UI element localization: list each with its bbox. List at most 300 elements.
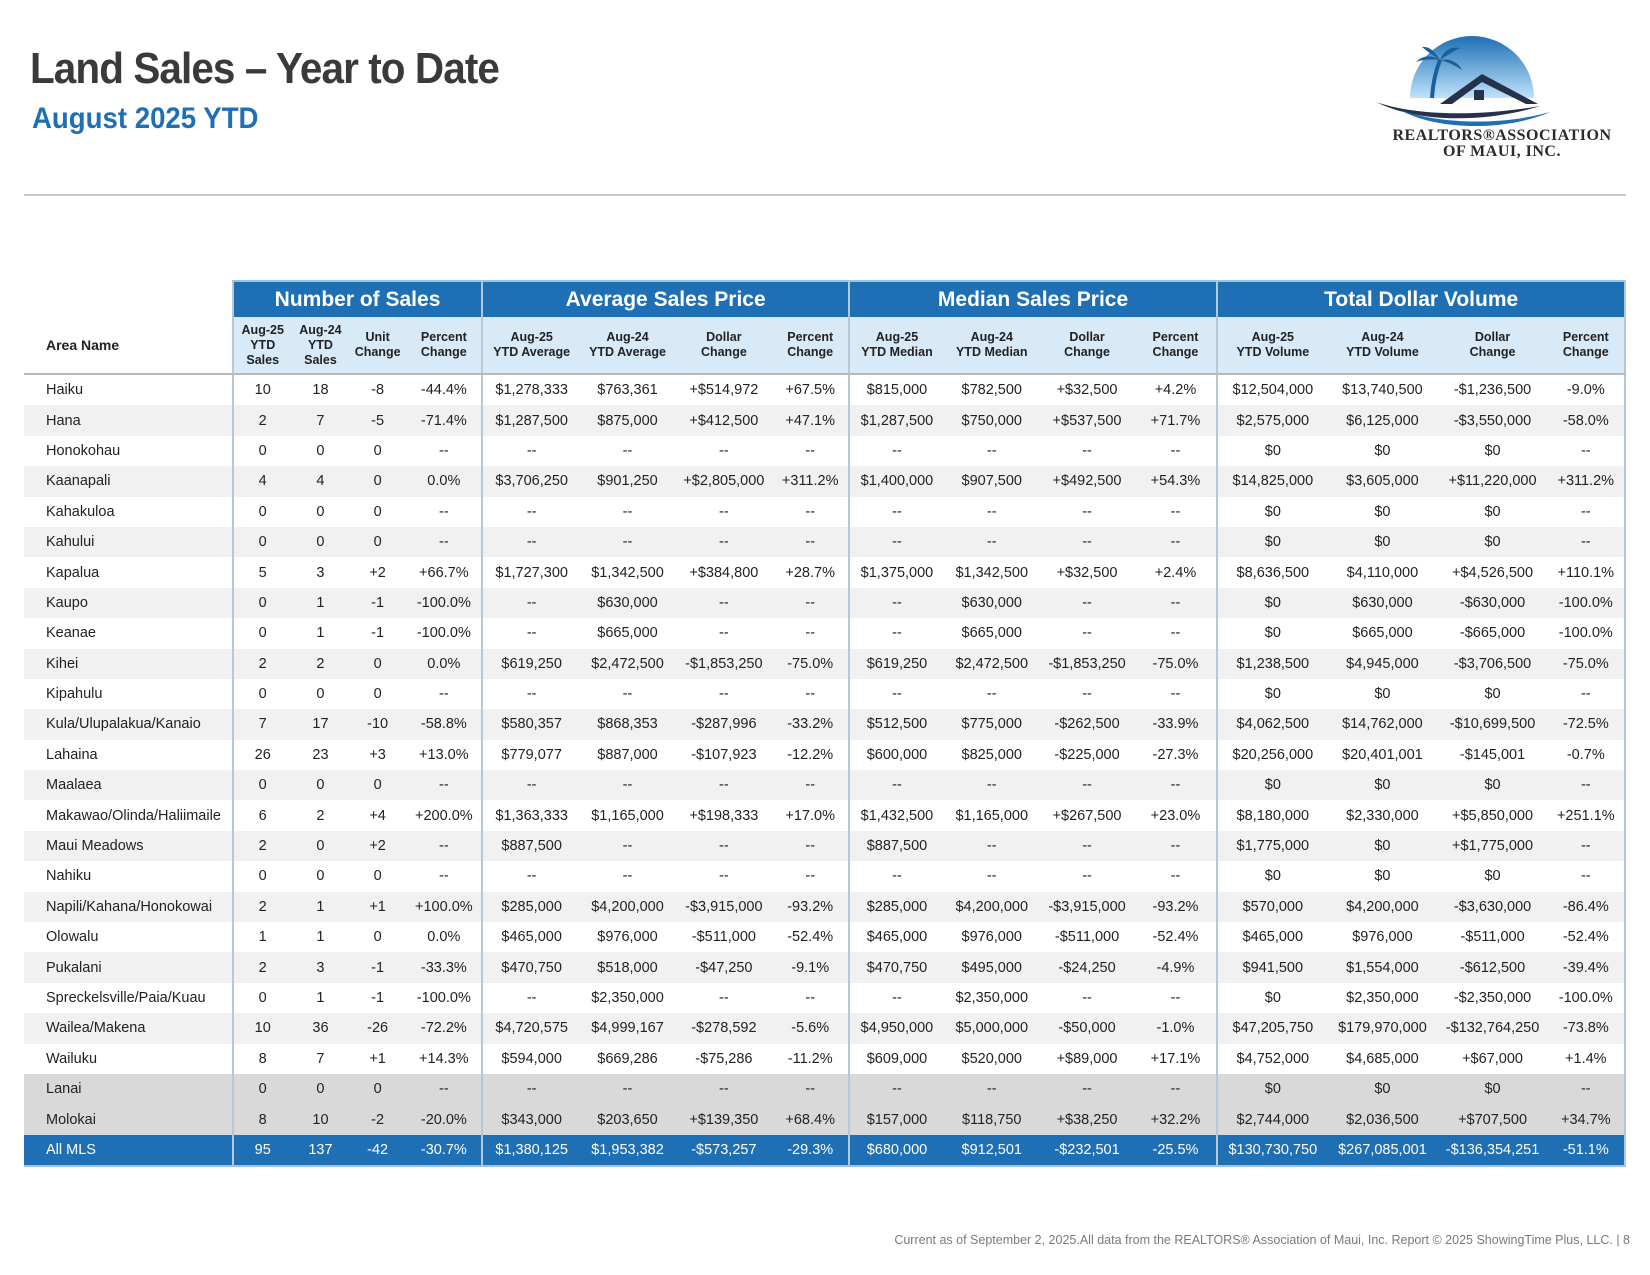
table-cell: -- xyxy=(773,770,849,800)
table-cell: $1,238,500 xyxy=(1217,649,1327,679)
logo-line-2: OF MAUI, INC. xyxy=(1443,143,1561,160)
table-cell: -- xyxy=(1135,861,1218,891)
table-cell: $1,165,000 xyxy=(580,800,675,830)
table-cell: $0 xyxy=(1217,770,1327,800)
table-cell: $887,000 xyxy=(580,740,675,770)
table-cell: $13,740,500 xyxy=(1327,374,1437,405)
table-cell: +34.7% xyxy=(1548,1104,1625,1134)
table-cell: $0 xyxy=(1437,770,1547,800)
column-header-line: Unit xyxy=(365,330,390,344)
table-cell: -- xyxy=(675,527,772,557)
table-cell: -- xyxy=(580,679,675,709)
table-cell: -$287,996 xyxy=(675,709,772,739)
table-cell: +$412,500 xyxy=(675,405,772,435)
table-cell: $14,762,000 xyxy=(1327,709,1437,739)
column-header-line: Sales xyxy=(246,352,280,367)
table-cell: -- xyxy=(406,497,482,527)
table-cell: $47,205,750 xyxy=(1217,1013,1327,1043)
table-cell: 0 xyxy=(349,770,406,800)
table-cell: $0 xyxy=(1437,527,1547,557)
table-row xyxy=(24,405,1625,435)
table-cell: -- xyxy=(849,679,944,709)
table-cell: 0 xyxy=(349,1074,406,1104)
table-cell: $20,256,000 xyxy=(1217,740,1327,770)
table-cell: -- xyxy=(675,436,772,466)
table-cell: -- xyxy=(944,861,1039,891)
table-row xyxy=(24,374,1625,405)
column-header-line: YTD Average xyxy=(589,345,666,359)
table-cell: -93.2% xyxy=(773,892,849,922)
table-cell: 2 xyxy=(233,649,292,679)
table-cell: -33.3% xyxy=(406,952,482,982)
table-cell: -$573,257 xyxy=(675,1135,772,1166)
table-cell: $518,000 xyxy=(580,952,675,982)
table-cell: -29.3% xyxy=(773,1135,849,1166)
table-cell: -- xyxy=(580,831,675,861)
table-cell: -- xyxy=(1548,1074,1625,1104)
table-cell: -- xyxy=(406,436,482,466)
area-name-cell: Wailuku xyxy=(24,1044,233,1074)
table-cell: $630,000 xyxy=(1327,588,1437,618)
table-cell: -33.9% xyxy=(1135,709,1218,739)
table-cell: $1,342,500 xyxy=(944,557,1039,587)
table-cell: $0 xyxy=(1217,588,1327,618)
table-cell: -- xyxy=(1548,527,1625,557)
table-cell: -52.4% xyxy=(1548,922,1625,952)
table-cell: -75.0% xyxy=(773,649,849,679)
table-cell: $2,472,500 xyxy=(580,649,675,679)
table-cell: $0 xyxy=(1437,497,1547,527)
table-cell: -86.4% xyxy=(1548,892,1625,922)
table-cell: -71.4% xyxy=(406,405,482,435)
table-cell: $0 xyxy=(1217,618,1327,648)
area-name-cell: Honokohau xyxy=(24,436,233,466)
area-name-cell: Spreckelsville/Paia/Kuau xyxy=(24,983,233,1013)
area-name-cell: Lahaina xyxy=(24,740,233,770)
table-cell: -1 xyxy=(349,618,406,648)
table-cell: $0 xyxy=(1437,1074,1547,1104)
page-title: Land Sales – Year to Date xyxy=(30,44,499,93)
table-cell: $4,720,575 xyxy=(482,1013,579,1043)
column-header xyxy=(1217,317,1327,374)
table-cell: -- xyxy=(1039,983,1134,1013)
table-row xyxy=(24,861,1625,891)
table-cell: $465,000 xyxy=(849,922,944,952)
table-cell: -8 xyxy=(349,374,406,405)
table-cell: $2,472,500 xyxy=(944,649,1039,679)
table-cell: -- xyxy=(675,618,772,648)
table-cell: $630,000 xyxy=(580,588,675,618)
table-cell: -- xyxy=(1135,436,1218,466)
table-cell: $782,500 xyxy=(944,374,1039,405)
area-name-cell: Haiku xyxy=(24,374,233,405)
table-cell: $8,180,000 xyxy=(1217,800,1327,830)
table-cell: $1,342,500 xyxy=(580,557,675,587)
table-cell: 0 xyxy=(292,679,349,709)
table-cell: -- xyxy=(580,527,675,557)
table-cell: -- xyxy=(1039,618,1134,648)
table-row xyxy=(24,740,1625,770)
table-cell: $0 xyxy=(1217,861,1327,891)
table-cell: $8,636,500 xyxy=(1217,557,1327,587)
table-row xyxy=(24,831,1625,861)
table-cell: -$3,630,000 xyxy=(1437,892,1547,922)
table-cell: $976,000 xyxy=(944,922,1039,952)
table-row xyxy=(24,588,1625,618)
column-header-line: Percent xyxy=(1152,330,1199,344)
group-number-of-sales: Number of Sales xyxy=(233,281,483,317)
table-cell: $912,501 xyxy=(944,1135,1039,1166)
table-cell: $665,000 xyxy=(1327,618,1437,648)
table-cell: $594,000 xyxy=(482,1044,579,1074)
table-cell: $4,200,000 xyxy=(944,892,1039,922)
table-cell: $600,000 xyxy=(849,740,944,770)
table-row xyxy=(24,983,1625,1013)
table-cell: -- xyxy=(773,618,849,648)
table-cell: 2 xyxy=(292,800,349,830)
area-name-cell: Kula/Ulupalakua/Kanaio xyxy=(24,709,233,739)
column-header xyxy=(580,317,675,374)
table-cell: 17 xyxy=(292,709,349,739)
table-row xyxy=(24,466,1625,496)
table-cell: 0.0% xyxy=(406,466,482,496)
column-header-line: Change xyxy=(1064,345,1110,359)
table-cell: $20,401,001 xyxy=(1327,740,1437,770)
table-cell: 0 xyxy=(233,679,292,709)
table-cell: +$11,220,000 xyxy=(1437,466,1547,496)
column-header-line: Dollar xyxy=(1069,330,1105,344)
page-subtitle: August 2025 YTD xyxy=(32,102,259,135)
table-cell: -- xyxy=(406,527,482,557)
table-cell: +4.2% xyxy=(1135,374,1218,405)
column-header-area-name: Area Name xyxy=(24,317,233,374)
table-cell: +$384,800 xyxy=(675,557,772,587)
column-header-line: Change xyxy=(420,345,467,359)
table-cell: $901,250 xyxy=(580,466,675,496)
table-cell: +67.5% xyxy=(773,374,849,405)
table-cell: -100.0% xyxy=(1548,983,1625,1013)
table-cell: -- xyxy=(482,679,579,709)
column-header xyxy=(773,317,849,374)
table-cell: $3,706,250 xyxy=(482,466,579,496)
column-header-line: Change xyxy=(1152,345,1199,359)
column-header-line: Aug-25 xyxy=(510,330,553,344)
table-cell: +$67,000 xyxy=(1437,1044,1547,1074)
table-cell: -- xyxy=(773,497,849,527)
table-cell: -- xyxy=(849,770,944,800)
table-cell: 0 xyxy=(349,861,406,891)
area-name-cell: Makawao/Olinda/Haliimaile xyxy=(24,800,233,830)
column-header-line: Percent xyxy=(787,330,834,344)
table-cell: -- xyxy=(1039,436,1134,466)
table-cell: +311.2% xyxy=(773,466,849,496)
table-cell: -12.2% xyxy=(773,740,849,770)
table-cell: -$24,250 xyxy=(1039,952,1134,982)
table-cell: -- xyxy=(773,983,849,1013)
table-cell: 23 xyxy=(292,740,349,770)
table-cell: -- xyxy=(944,527,1039,557)
table-cell: -- xyxy=(944,1074,1039,1104)
table-cell: $285,000 xyxy=(849,892,944,922)
table-cell: -- xyxy=(482,618,579,648)
table-cell: -- xyxy=(1135,1074,1218,1104)
table-cell: +68.4% xyxy=(773,1104,849,1134)
table-cell: -39.4% xyxy=(1548,952,1625,982)
table-cell: -10 xyxy=(349,709,406,739)
table-cell: +110.1% xyxy=(1548,557,1625,587)
table-cell: $179,970,000 xyxy=(1327,1013,1437,1043)
table-cell: +$2,805,000 xyxy=(675,466,772,496)
table-row xyxy=(24,922,1625,952)
table-cell: $2,350,000 xyxy=(580,983,675,1013)
table-cell: 2 xyxy=(233,892,292,922)
table-cell: +1 xyxy=(349,1044,406,1074)
table-cell: +23.0% xyxy=(1135,800,1218,830)
table-cell: -$665,000 xyxy=(1437,618,1547,648)
table-cell: $1,727,300 xyxy=(482,557,579,587)
table-cell: +54.3% xyxy=(1135,466,1218,496)
table-cell: 1 xyxy=(292,922,349,952)
table-cell: $2,350,000 xyxy=(944,983,1039,1013)
table-cell: $4,200,000 xyxy=(1327,892,1437,922)
table-cell: $669,286 xyxy=(580,1044,675,1074)
table-cell: -100.0% xyxy=(1548,588,1625,618)
table-cell: -$612,500 xyxy=(1437,952,1547,982)
table-cell: $680,000 xyxy=(849,1135,944,1166)
table-cell: -- xyxy=(406,831,482,861)
table-cell: $470,750 xyxy=(849,952,944,982)
table-cell: +311.2% xyxy=(1548,466,1625,496)
table-cell: $665,000 xyxy=(580,618,675,648)
table-cell: $4,110,000 xyxy=(1327,557,1437,587)
table-cell: -- xyxy=(1039,497,1134,527)
table-row xyxy=(24,709,1625,739)
table-cell: 0 xyxy=(349,436,406,466)
table-cell: -$3,915,000 xyxy=(675,892,772,922)
area-name-cell: Kaanapali xyxy=(24,466,233,496)
table-cell: -$1,853,250 xyxy=(675,649,772,679)
table-cell: -- xyxy=(1135,497,1218,527)
table-cell: $3,605,000 xyxy=(1327,466,1437,496)
table-cell: -$145,001 xyxy=(1437,740,1547,770)
table-cell: +32.2% xyxy=(1135,1104,1218,1134)
table-cell: $2,350,000 xyxy=(1327,983,1437,1013)
table-cell: 1 xyxy=(292,618,349,648)
table-cell: 137 xyxy=(292,1135,349,1166)
table-cell: 0 xyxy=(349,497,406,527)
table-cell: $0 xyxy=(1217,527,1327,557)
table-cell: $887,500 xyxy=(482,831,579,861)
table-cell: 0 xyxy=(292,436,349,466)
table-cell: -52.4% xyxy=(1135,922,1218,952)
table-cell: $2,744,000 xyxy=(1217,1104,1327,1134)
table-cell: -5 xyxy=(349,405,406,435)
table-cell: -$3,550,000 xyxy=(1437,405,1547,435)
table-row xyxy=(24,497,1625,527)
table-cell: -30.7% xyxy=(406,1135,482,1166)
table-cell: -- xyxy=(1135,527,1218,557)
column-header-line: Dollar xyxy=(706,330,742,344)
table-cell: -20.0% xyxy=(406,1104,482,1134)
table-cell: -- xyxy=(675,983,772,1013)
table-cell: -0.7% xyxy=(1548,740,1625,770)
table-cell: 0 xyxy=(292,527,349,557)
table-cell: -- xyxy=(1039,770,1134,800)
table-cell: -$225,000 xyxy=(1039,740,1134,770)
table-cell: -- xyxy=(482,588,579,618)
table-cell: 1 xyxy=(233,922,292,952)
table-cell: +100.0% xyxy=(406,892,482,922)
area-name-cell: Kahakuloa xyxy=(24,497,233,527)
table-cell: $1,380,125 xyxy=(482,1135,579,1166)
table-cell: -- xyxy=(1548,831,1625,861)
table-cell: -- xyxy=(1039,679,1134,709)
area-name-cell: Kipahulu xyxy=(24,679,233,709)
table-cell: $0 xyxy=(1327,770,1437,800)
table-cell: $6,125,000 xyxy=(1327,405,1437,435)
table-cell: -- xyxy=(773,527,849,557)
table-cell: 1 xyxy=(292,588,349,618)
table-cell: $887,500 xyxy=(849,831,944,861)
table-cell: -- xyxy=(1135,831,1218,861)
table-cell: -100.0% xyxy=(1548,618,1625,648)
table-cell: 1 xyxy=(292,983,349,1013)
table-cell: 0 xyxy=(349,466,406,496)
table-cell: $0 xyxy=(1217,679,1327,709)
table-cell: -- xyxy=(1548,770,1625,800)
table-cell: -$3,915,000 xyxy=(1039,892,1134,922)
table-cell: $157,000 xyxy=(849,1104,944,1134)
table-cell: -- xyxy=(773,1074,849,1104)
table-cell: -- xyxy=(675,831,772,861)
column-header-line: Aug-24 xyxy=(970,330,1013,344)
table-cell: 7 xyxy=(292,405,349,435)
table-cell: -- xyxy=(849,983,944,1013)
group-header-row xyxy=(24,281,1625,317)
table-body xyxy=(24,374,1625,1166)
table-cell: -- xyxy=(773,831,849,861)
column-header xyxy=(482,317,579,374)
table-cell: 3 xyxy=(292,952,349,982)
table-cell: -- xyxy=(580,497,675,527)
table-cell: $1,432,500 xyxy=(849,800,944,830)
table-cell: 18 xyxy=(292,374,349,405)
table-cell: -- xyxy=(580,436,675,466)
table-cell: $580,357 xyxy=(482,709,579,739)
table-cell: $4,200,000 xyxy=(580,892,675,922)
table-cell: +251.1% xyxy=(1548,800,1625,830)
table-cell: 0 xyxy=(349,679,406,709)
table-cell: 0 xyxy=(292,770,349,800)
table-cell: -- xyxy=(675,861,772,891)
table-cell: 0.0% xyxy=(406,922,482,952)
table-cell: -$511,000 xyxy=(1437,922,1547,952)
table-cell: $0 xyxy=(1327,1074,1437,1104)
table-cell: $868,353 xyxy=(580,709,675,739)
table-cell: +$707,500 xyxy=(1437,1104,1547,1134)
table-cell: -- xyxy=(1135,770,1218,800)
table-cell: +2 xyxy=(349,557,406,587)
table-cell: $779,077 xyxy=(482,740,579,770)
column-header-row xyxy=(24,317,1625,374)
table-cell: $4,999,167 xyxy=(580,1013,675,1043)
table-cell: -- xyxy=(482,436,579,466)
column-header-line: Change xyxy=(700,345,747,359)
area-name-cell: Molokai xyxy=(24,1104,233,1134)
table-cell: $465,000 xyxy=(482,922,579,952)
column-header-line: Percent xyxy=(420,330,467,344)
table-cell: -- xyxy=(580,861,675,891)
column-header-line: Change xyxy=(787,345,834,359)
table-cell: $0 xyxy=(1327,679,1437,709)
table-cell: 0 xyxy=(233,861,292,891)
table-cell: -- xyxy=(1135,983,1218,1013)
table-cell: -58.0% xyxy=(1548,405,1625,435)
table-cell: -- xyxy=(849,436,944,466)
table-cell: -5.6% xyxy=(773,1013,849,1043)
table-cell: -- xyxy=(406,679,482,709)
table-cell: $0 xyxy=(1437,861,1547,891)
table-cell: -- xyxy=(1548,436,1625,466)
table-cell: 8 xyxy=(233,1044,292,1074)
table-cell: -$511,000 xyxy=(675,922,772,952)
table-cell: -- xyxy=(482,1074,579,1104)
table-cell: $5,000,000 xyxy=(944,1013,1039,1043)
table-cell: +1 xyxy=(349,892,406,922)
table-cell: -- xyxy=(849,861,944,891)
table-cell: $14,825,000 xyxy=(1217,466,1327,496)
area-name-cell: Maui Meadows xyxy=(24,831,233,861)
table-cell: $875,000 xyxy=(580,405,675,435)
table-row xyxy=(24,527,1625,557)
table-cell: +28.7% xyxy=(773,557,849,587)
area-name-cell: Lanai xyxy=(24,1074,233,1104)
group-average-sales-price: Average Sales Price xyxy=(482,281,848,317)
table-cell: +4 xyxy=(349,800,406,830)
table-cell: +17.0% xyxy=(773,800,849,830)
table-cell: $0 xyxy=(1437,436,1547,466)
table-cell: $0 xyxy=(1327,527,1437,557)
table-cell: $570,000 xyxy=(1217,892,1327,922)
table-cell: -1 xyxy=(349,983,406,1013)
table-row-island xyxy=(24,1104,1625,1134)
table-cell: -11.2% xyxy=(773,1044,849,1074)
table-cell: +47.1% xyxy=(773,405,849,435)
table-row xyxy=(24,892,1625,922)
table-cell: +$267,500 xyxy=(1039,800,1134,830)
table-cell: 8 xyxy=(233,1104,292,1134)
table-cell: +200.0% xyxy=(406,800,482,830)
table-cell: $907,500 xyxy=(944,466,1039,496)
table-cell: 7 xyxy=(233,709,292,739)
area-name-cell: Kihei xyxy=(24,649,233,679)
table-cell: +2 xyxy=(349,831,406,861)
table-cell: +1.4% xyxy=(1548,1044,1625,1074)
table-cell: $775,000 xyxy=(944,709,1039,739)
table-cell: +3 xyxy=(349,740,406,770)
table-cell: +$5,850,000 xyxy=(1437,800,1547,830)
table-cell: $609,000 xyxy=(849,1044,944,1074)
column-header-line: YTD Volume xyxy=(1236,345,1310,359)
area-name-cell: All MLS xyxy=(24,1135,233,1166)
table-cell: -- xyxy=(1135,679,1218,709)
table-cell: -- xyxy=(944,679,1039,709)
table-cell: $941,500 xyxy=(1217,952,1327,982)
column-header-line: YTD xyxy=(307,337,333,352)
table-cell: $4,950,000 xyxy=(849,1013,944,1043)
table-cell: $470,750 xyxy=(482,952,579,982)
table-cell: +13.0% xyxy=(406,740,482,770)
